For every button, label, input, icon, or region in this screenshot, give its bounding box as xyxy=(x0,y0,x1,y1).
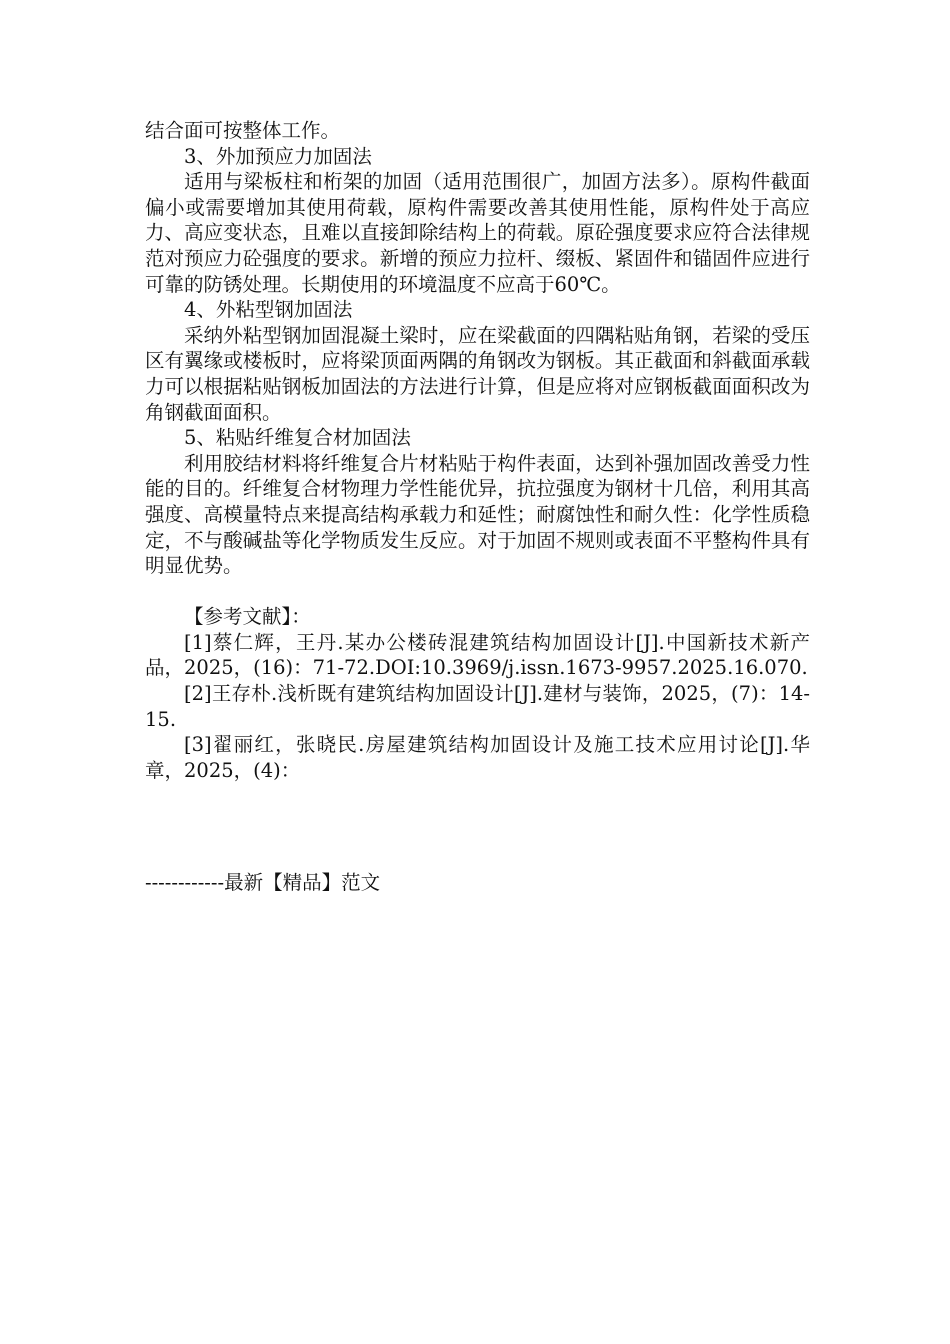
paragraph-prestress: 适用与梁板柱和桁架的加固（适用范围很广，加固方法多）。原构件截面偏小或需要增加其使用荷载，原构件需要改善其使用性能，原构件处于高应力、高应变状态，且难以直接卸除结构上的荷载。原砼强度要求应符合法律规范对预应力砼强度的要求。新增的预应力拉杆、缀板、紧固件和锚固件应进行可靠的防锈处理。长期使用的环境温度不应高于60℃。 xyxy=(145,170,810,296)
reference-item: [1]蔡仁辉，王丹.某办公楼砖混建筑结构加固设计[J].中国新技术新产品，2025，(16)：71-72.DOI:10.3969/j.issn.1673-9957.2025.16.070. xyxy=(145,630,810,680)
paragraph-steel: 采纳外粘型钢加固混凝土梁时，应在梁截面的四隅粘贴角钢，若梁的受压区有翼缘或楼板时，应将梁顶面两隅的角钢改为钢板。其正截面和斜截面承载力可以根据粘贴钢板加固法的方法进行计算，但是应将对应钢板截面面积改为角钢截面面积。 xyxy=(145,323,810,424)
section-heading-5: 5、粘贴纤维复合材加固法 xyxy=(184,426,411,450)
document-body xyxy=(145,118,810,783)
reference-item: [2]王存朴.浅析既有建筑结构加固设计[J].建材与装饰，2025，(7)：14-15. xyxy=(145,682,810,731)
reference-item: [3]翟丽红，张晓民.房屋建筑结构加固设计及施工技术应用讨论[J].华章，2025，(4)： xyxy=(145,733,810,782)
footer-text: ------------最新【精品】范文 xyxy=(145,871,381,894)
paragraph-continuation: 结合面可按整体工作。 xyxy=(145,119,341,142)
section-heading-3: 3、外加预应力加固法 xyxy=(184,144,372,168)
section-heading-4: 4、外粘型钢加固法 xyxy=(184,298,353,322)
paragraph-fiber: 利用胶结材料将纤维复合片材粘贴于构件表面，达到补强加固改善受力性能的目的。纤维复合材物理力学性能优异，抗拉强度为钢材十几倍，利用其高强度、高模量特点来提高结构承载力和延性；耐腐蚀性和耐久性：化学性质稳定，不与酸碱盐等化学物质发生反应。对于加固不规则或表面不平整构件具有明显优势。 xyxy=(145,451,810,578)
references-title: 【参考文献】： xyxy=(184,605,311,629)
spacer xyxy=(145,579,810,605)
